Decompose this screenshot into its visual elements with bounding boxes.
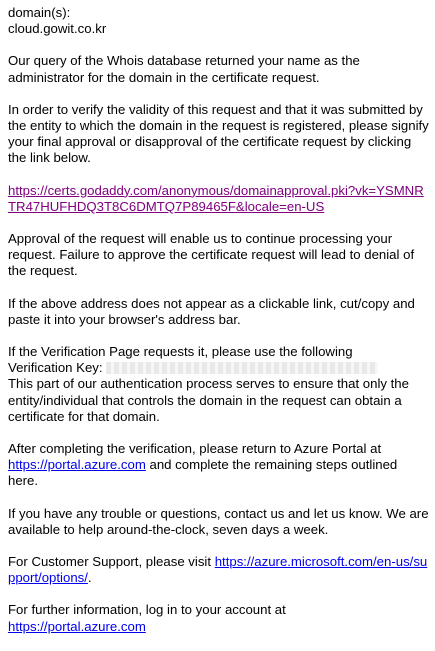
domain-approval-link[interactable]: https://certs.godaddy.com/anonymous/domainapproval.pki?vk=YSMNRTR47HUFHDQ3T8C6DMTQ7P89465F&locale=en-US — [8, 182, 424, 214]
query-paragraph: Our query of the Whois database returned your name as the administrator for the domain in the certificate request. — [8, 53, 360, 85]
redacted-verification-key — [106, 362, 378, 374]
trouble-paragraph: If you have any trouble or questions, contact us and let us know. We are available to help around-the-clock, seven days a week. — [8, 505, 429, 537]
authentication-text: This part of our authentication process serves to ensure that only the entity/individual that controls the domain in the request can obtain a certificate for that domain. — [8, 376, 409, 424]
approval-paragraph: Approval of the request will enable us to continue processing your request. Failure to approve the certificate request will lead to denial of the request. — [8, 231, 415, 279]
after-verification-text-2: and complete the remaining steps outlined here. — [8, 457, 398, 489]
domains-label: domain(s): — [8, 5, 71, 20]
after-verification-text: After completing the verification, please return to Azure Portal at — [8, 441, 382, 457]
verification-key-block — [8, 344, 430, 425]
customer-support-period: . — [87, 570, 92, 586]
azure-support-link[interactable]: https://azure.microsoft.com/en-us/support/options/ — [8, 554, 428, 586]
after-verification-paragraph — [8, 441, 430, 490]
email-body — [8, 5, 430, 651]
further-info-paragraph — [8, 602, 430, 634]
further-info-text: For further information, log in to your account at — [8, 602, 286, 618]
copy-paste-paragraph: If the above address does not appear as a clickable link, cut/copy and paste it into your browser's address bar. — [8, 295, 415, 327]
customer-support-text: For Customer Support, please visit — [8, 554, 212, 570]
azure-portal-link-2[interactable]: https://portal.azure.com — [8, 618, 146, 634]
customer-support-paragraph — [8, 554, 430, 586]
verification-page-text: If the Verification Page requests it, please use the following — [8, 344, 353, 360]
domains-block — [8, 5, 430, 37]
approval-link-paragraph — [8, 183, 430, 215]
verify-paragraph: In order to verify the validity of this request and that it was submitted by the entity to which the domain in the request is registered, please signify your final approval or disapproval of the certificate request by clicking the link below. — [8, 101, 429, 166]
verification-key-label: Verification Key: — [8, 360, 103, 376]
azure-portal-link[interactable]: https://portal.azure.com — [8, 457, 146, 473]
domain-value: cloud.gowit.co.kr — [8, 21, 107, 37]
